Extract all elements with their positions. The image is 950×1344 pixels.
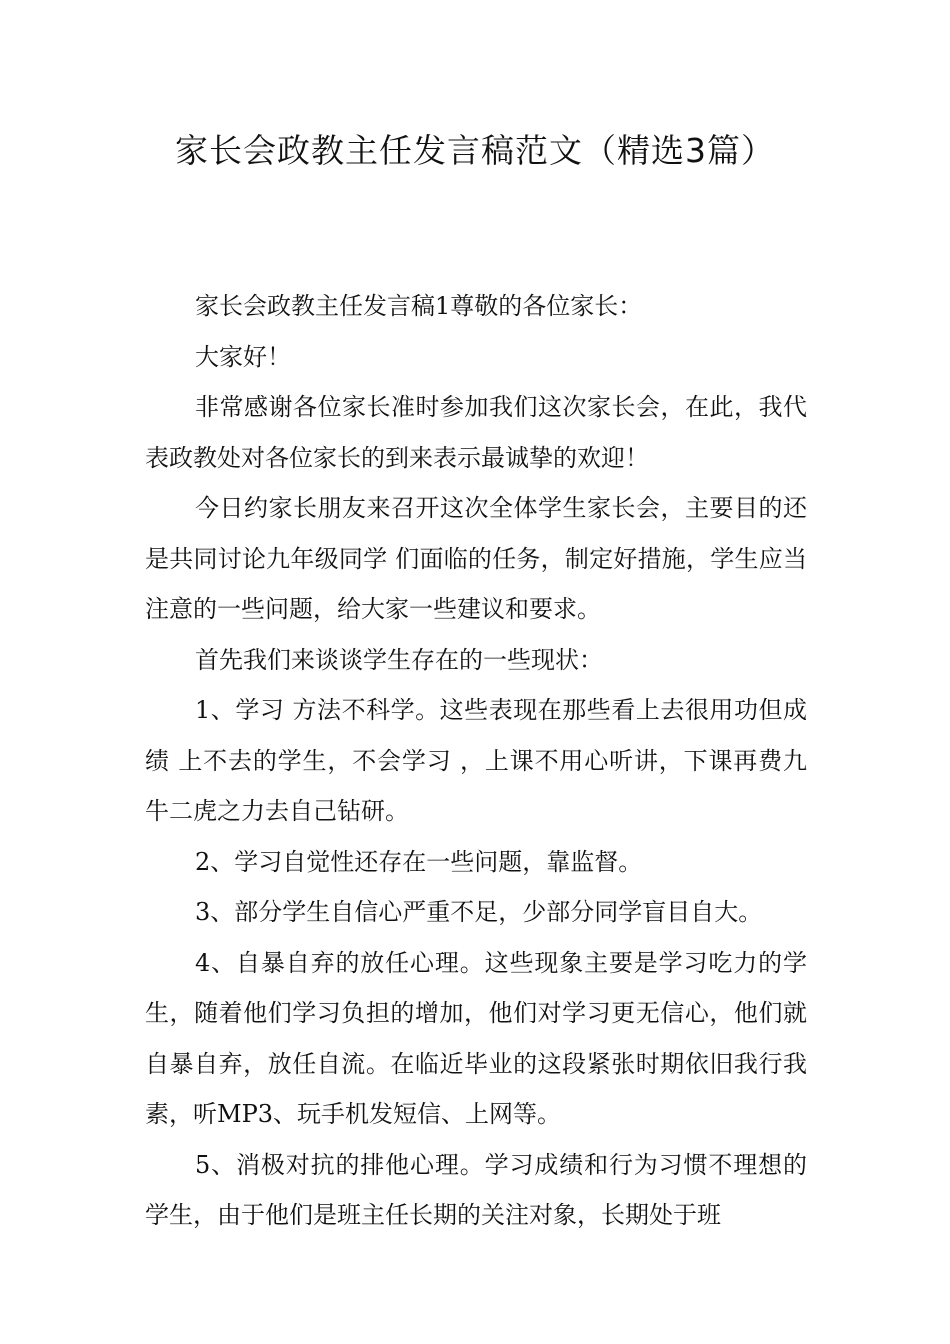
paragraph-item-3: 3、部分学生自信心严重不足，少部分同学盲目自大。 bbox=[195, 898, 763, 926]
paragraph-item-1: 1、学习 方法不科学。这些表现在那些看上去很用功但成绩 上不去的学生，不会学习 ，上课不用心听讲，下课再费九牛二虎之力去自己钻研。 bbox=[145, 696, 807, 825]
paragraph-hello: 大家好！ bbox=[195, 342, 291, 371]
paragraph-item-2: 2、学习自觉性还存在一些问题，靠监督。 bbox=[195, 847, 643, 876]
paragraph-item-5: 5、消极对抗的排他心理。学习成绩和行为习惯不理想的学生，由于他们是班主任长期的关注对象，长期处于班 bbox=[145, 1150, 807, 1229]
paragraph-thanks: 非常感谢各位家长准时参加我们这次家长会，在此，我代表政教处对各位家长的到来表示最诚挚的欢迎！ bbox=[145, 393, 807, 472]
paragraph-greeting-heading: 家长会政教主任发言稿1尊敬的各位家长： bbox=[195, 292, 643, 320]
document-body bbox=[145, 281, 807, 1241]
document-title: 家长会政教主任发言稿范文（精选3篇） bbox=[175, 131, 775, 170]
paragraph-status-intro: 首先我们来谈谈学生存在的一些现状： bbox=[195, 645, 603, 674]
paragraph-item-4: 4、自暴自弃的放任心理。这些现象主要是学习吃力的学生，随着他们学习负担的增加，他们对学习更无信心，他们就自暴自弃，放任自流。在临近毕业的这段紧张时期依旧我行我素，听MP3、玩手机发短信、上网等。 bbox=[145, 948, 807, 1128]
paragraph-purpose: 今日约家长朋友来召开这次全体学生家长会，主要目的还是共同讨论九年级同学 们面临的任务，制定好措施，学生应当注意的一些问题，给大家一些建议和要求。 bbox=[145, 494, 807, 623]
